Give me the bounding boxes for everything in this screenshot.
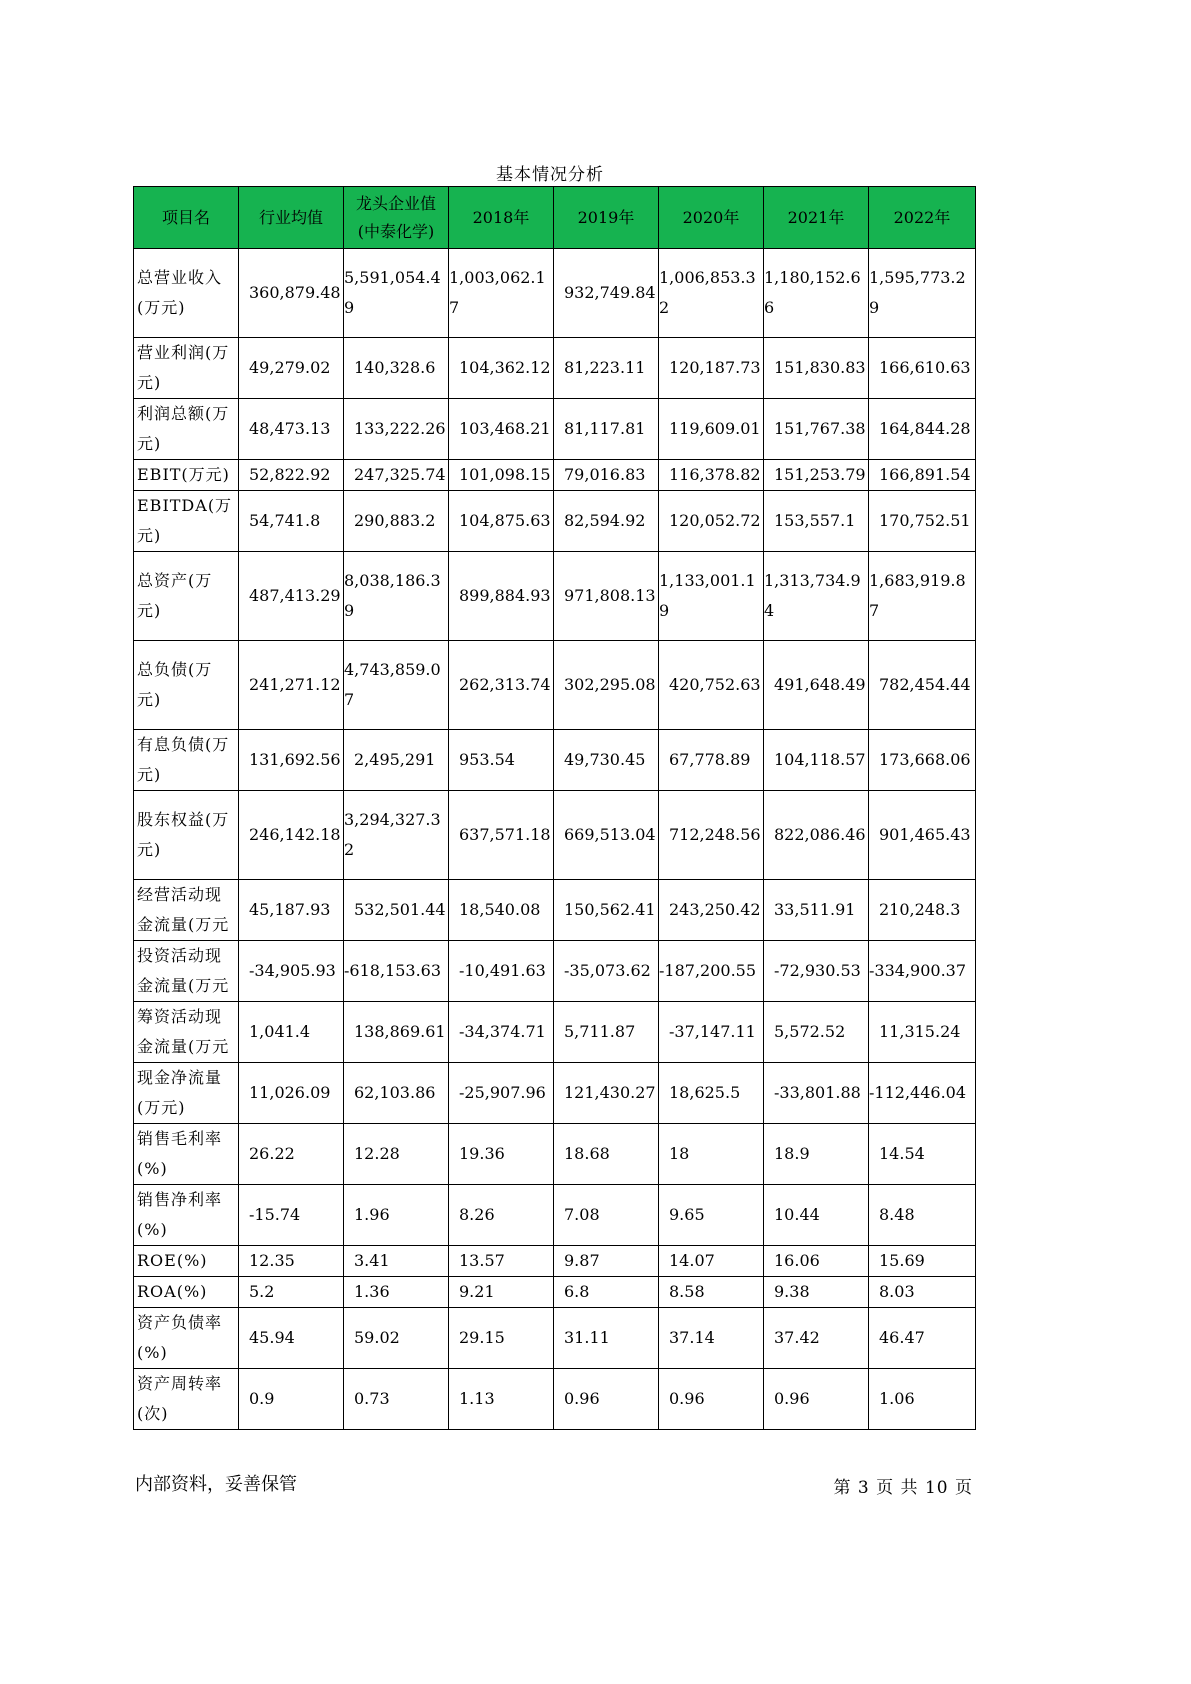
- table-cell: 822,086.46: [764, 791, 869, 880]
- table-cell: 54,741.8: [239, 491, 344, 552]
- row-label: 现金净流量(万元): [134, 1063, 239, 1124]
- table-cell: 150,562.41: [554, 880, 659, 941]
- table-row: [134, 791, 976, 880]
- table-cell: 5.2: [239, 1277, 344, 1308]
- table-cell: 1,041.4: [239, 1002, 344, 1063]
- table-cell: 45.94: [239, 1308, 344, 1369]
- row-label: 销售净利率(%): [134, 1185, 239, 1246]
- table-cell: -33,801.88: [764, 1063, 869, 1124]
- table-cell: 104,875.63: [449, 491, 554, 552]
- row-label: 总负债(万元): [134, 641, 239, 730]
- column-header: 2018年: [449, 187, 554, 249]
- table-cell: -34,905.93: [239, 941, 344, 1002]
- table-cell: 262,313.74: [449, 641, 554, 730]
- table-row: [134, 1124, 976, 1185]
- table-cell: 9.87: [554, 1246, 659, 1277]
- table-cell: 901,465.43: [869, 791, 976, 880]
- table-cell: -35,073.62: [554, 941, 659, 1002]
- table-cell: 62,103.86: [344, 1063, 449, 1124]
- table-cell: 8.58: [659, 1277, 764, 1308]
- table-cell: 138,869.61: [344, 1002, 449, 1063]
- table-cell: -112,446.04: [869, 1063, 976, 1124]
- row-label: 利润总额(万元): [134, 399, 239, 460]
- table-cell: 0.9: [239, 1369, 344, 1430]
- table-cell: 243,250.42: [659, 880, 764, 941]
- table-row: [134, 1369, 976, 1430]
- row-label: 股东权益(万元): [134, 791, 239, 880]
- table-cell: 3,294,327.32: [344, 791, 449, 880]
- table-row: [134, 1246, 976, 1277]
- table-body: [134, 249, 976, 1430]
- table-cell: 1.13: [449, 1369, 554, 1430]
- table-row: [134, 641, 976, 730]
- table-cell: 18.9: [764, 1124, 869, 1185]
- table-cell: 164,844.28: [869, 399, 976, 460]
- table-cell: -10,491.63: [449, 941, 554, 1002]
- table-cell: -37,147.11: [659, 1002, 764, 1063]
- table-cell: 116,378.82: [659, 460, 764, 491]
- row-label: 经营活动现金流量(万元: [134, 880, 239, 941]
- column-header: 2022年: [869, 187, 976, 249]
- table-cell: 360,879.48: [239, 249, 344, 338]
- table-cell: 170,752.51: [869, 491, 976, 552]
- table-row: [134, 460, 976, 491]
- row-label: 总营业收入(万元): [134, 249, 239, 338]
- table-cell: 173,668.06: [869, 730, 976, 791]
- table-cell: 2,495,291: [344, 730, 449, 791]
- table-cell: 8,038,186.39: [344, 552, 449, 641]
- row-label: 营业利润(万元): [134, 338, 239, 399]
- table-cell: 9.21: [449, 1277, 554, 1308]
- financial-analysis-table: [133, 186, 976, 1430]
- column-header: 项目名: [134, 187, 239, 249]
- table-cell: 290,883.2: [344, 491, 449, 552]
- row-label: ROE(%): [134, 1246, 239, 1277]
- row-label: ROA(%): [134, 1277, 239, 1308]
- table-cell: 31.11: [554, 1308, 659, 1369]
- confidential-note: 内部资料，妥善保管: [135, 1474, 297, 1495]
- table-cell: 81,223.11: [554, 338, 659, 399]
- table-cell: -334,900.37: [869, 941, 976, 1002]
- table-cell: 59.02: [344, 1308, 449, 1369]
- row-label: 资产负债率(%): [134, 1308, 239, 1369]
- table-cell: 81,117.81: [554, 399, 659, 460]
- table-header: [134, 187, 976, 249]
- table-cell: 103,468.21: [449, 399, 554, 460]
- table-cell: 131,692.56: [239, 730, 344, 791]
- column-header: 行业均值: [239, 187, 344, 249]
- table-cell: 782,454.44: [869, 641, 976, 730]
- table-cell: 120,052.72: [659, 491, 764, 552]
- table-cell: 712,248.56: [659, 791, 764, 880]
- table-row: [134, 880, 976, 941]
- table-cell: 29.15: [449, 1308, 554, 1369]
- table-cell: 1,683,919.87: [869, 552, 976, 641]
- table-cell: 153,557.1: [764, 491, 869, 552]
- table-cell: -34,374.71: [449, 1002, 554, 1063]
- table-cell: 5,572.52: [764, 1002, 869, 1063]
- table-cell: 0.96: [659, 1369, 764, 1430]
- table-cell: 8.03: [869, 1277, 976, 1308]
- column-header: 2019年: [554, 187, 659, 249]
- table-cell: 241,271.12: [239, 641, 344, 730]
- table-cell: 210,248.3: [869, 880, 976, 941]
- table-cell: 26.22: [239, 1124, 344, 1185]
- table-cell: 8.48: [869, 1185, 976, 1246]
- table-cell: 932,749.84: [554, 249, 659, 338]
- table-cell: 302,295.08: [554, 641, 659, 730]
- table-cell: 13.57: [449, 1246, 554, 1277]
- table-row: [134, 941, 976, 1002]
- table-cell: -15.74: [239, 1185, 344, 1246]
- table-cell: 0.96: [554, 1369, 659, 1430]
- table-row: [134, 552, 976, 641]
- table-cell: 12.35: [239, 1246, 344, 1277]
- table-cell: 18,540.08: [449, 880, 554, 941]
- table-cell: -618,153.63: [344, 941, 449, 1002]
- table-cell: 1,003,062.17: [449, 249, 554, 338]
- row-label: EBITDA(万元): [134, 491, 239, 552]
- table-cell: 14.54: [869, 1124, 976, 1185]
- table-cell: 5,591,054.49: [344, 249, 449, 338]
- row-label: 总资产(万元): [134, 552, 239, 641]
- table-cell: 11,026.09: [239, 1063, 344, 1124]
- table-cell: 120,187.73: [659, 338, 764, 399]
- table-cell: 1,180,152.66: [764, 249, 869, 338]
- table-cell: 101,098.15: [449, 460, 554, 491]
- table-row: [134, 249, 976, 338]
- table-cell: 140,328.6: [344, 338, 449, 399]
- column-header: 龙头企业值(中泰化学): [344, 187, 449, 249]
- table-cell: 45,187.93: [239, 880, 344, 941]
- table-cell: 15.69: [869, 1246, 976, 1277]
- table-cell: 0.96: [764, 1369, 869, 1430]
- table-cell: -25,907.96: [449, 1063, 554, 1124]
- table-cell: 1.36: [344, 1277, 449, 1308]
- page-number: 第 3 页 共 10 页: [833, 1478, 973, 1498]
- header-row: [134, 187, 976, 249]
- table-cell: 487,413.29: [239, 552, 344, 641]
- row-label: 有息负债(万元): [134, 730, 239, 791]
- table-cell: 82,594.92: [554, 491, 659, 552]
- table-cell: 16.06: [764, 1246, 869, 1277]
- table-cell: 166,891.54: [869, 460, 976, 491]
- table-cell: 49,730.45: [554, 730, 659, 791]
- table-cell: 637,571.18: [449, 791, 554, 880]
- table-cell: 899,884.93: [449, 552, 554, 641]
- table-row: [134, 1002, 976, 1063]
- table-cell: 420,752.63: [659, 641, 764, 730]
- table-cell: 18.68: [554, 1124, 659, 1185]
- table-cell: 1.06: [869, 1369, 976, 1430]
- table-cell: 18: [659, 1124, 764, 1185]
- table-row: [134, 1185, 976, 1246]
- table-cell: 133,222.26: [344, 399, 449, 460]
- table-cell: 151,767.38: [764, 399, 869, 460]
- table-cell: 37.14: [659, 1308, 764, 1369]
- table-caption: 基本情况分析: [496, 165, 604, 185]
- table-cell: 166,610.63: [869, 338, 976, 399]
- table-cell: -187,200.55: [659, 941, 764, 1002]
- table-cell: 3.41: [344, 1246, 449, 1277]
- table-row: [134, 338, 976, 399]
- table-cell: 669,513.04: [554, 791, 659, 880]
- table-cell: -72,930.53: [764, 941, 869, 1002]
- table-cell: 4,743,859.07: [344, 641, 449, 730]
- table-cell: 7.08: [554, 1185, 659, 1246]
- table-row: [134, 1277, 976, 1308]
- table-cell: 104,362.12: [449, 338, 554, 399]
- table-row: [134, 730, 976, 791]
- table-cell: 971,808.13: [554, 552, 659, 641]
- table-cell: 33,511.91: [764, 880, 869, 941]
- column-header: 2020年: [659, 187, 764, 249]
- table-cell: 18,625.5: [659, 1063, 764, 1124]
- table-cell: 46.47: [869, 1308, 976, 1369]
- table-row: [134, 1063, 976, 1124]
- table-cell: 953.54: [449, 730, 554, 791]
- table-cell: 1,006,853.32: [659, 249, 764, 338]
- table-row: [134, 491, 976, 552]
- table-cell: 9.38: [764, 1277, 869, 1308]
- row-label: EBIT(万元): [134, 460, 239, 491]
- table-cell: 246,142.18: [239, 791, 344, 880]
- row-label: 资产周转率(次): [134, 1369, 239, 1430]
- table-cell: 151,253.79: [764, 460, 869, 491]
- table-cell: 1,595,773.29: [869, 249, 976, 338]
- table-cell: 12.28: [344, 1124, 449, 1185]
- table-cell: 37.42: [764, 1308, 869, 1369]
- table-cell: 48,473.13: [239, 399, 344, 460]
- table-cell: 0.73: [344, 1369, 449, 1430]
- table-cell: 14.07: [659, 1246, 764, 1277]
- row-label: 投资活动现金流量(万元: [134, 941, 239, 1002]
- column-header: 2021年: [764, 187, 869, 249]
- table-cell: 1.96: [344, 1185, 449, 1246]
- row-label: 筹资活动现金流量(万元: [134, 1002, 239, 1063]
- table-cell: 49,279.02: [239, 338, 344, 399]
- table-row: [134, 1308, 976, 1369]
- table-cell: 532,501.44: [344, 880, 449, 941]
- table-cell: 491,648.49: [764, 641, 869, 730]
- table-cell: 151,830.83: [764, 338, 869, 399]
- table-cell: 121,430.27: [554, 1063, 659, 1124]
- table-cell: 1,313,734.94: [764, 552, 869, 641]
- table-cell: 119,609.01: [659, 399, 764, 460]
- row-label: 销售毛利率(%): [134, 1124, 239, 1185]
- table-cell: 6.8: [554, 1277, 659, 1308]
- table-cell: 52,822.92: [239, 460, 344, 491]
- table-cell: 1,133,001.19: [659, 552, 764, 641]
- table-cell: 247,325.74: [344, 460, 449, 491]
- table-cell: 5,711.87: [554, 1002, 659, 1063]
- table-cell: 67,778.89: [659, 730, 764, 791]
- table-cell: 8.26: [449, 1185, 554, 1246]
- table-row: [134, 399, 976, 460]
- table-cell: 79,016.83: [554, 460, 659, 491]
- table-cell: 104,118.57: [764, 730, 869, 791]
- table-cell: 9.65: [659, 1185, 764, 1246]
- table-cell: 11,315.24: [869, 1002, 976, 1063]
- table-cell: 10.44: [764, 1185, 869, 1246]
- table-cell: 19.36: [449, 1124, 554, 1185]
